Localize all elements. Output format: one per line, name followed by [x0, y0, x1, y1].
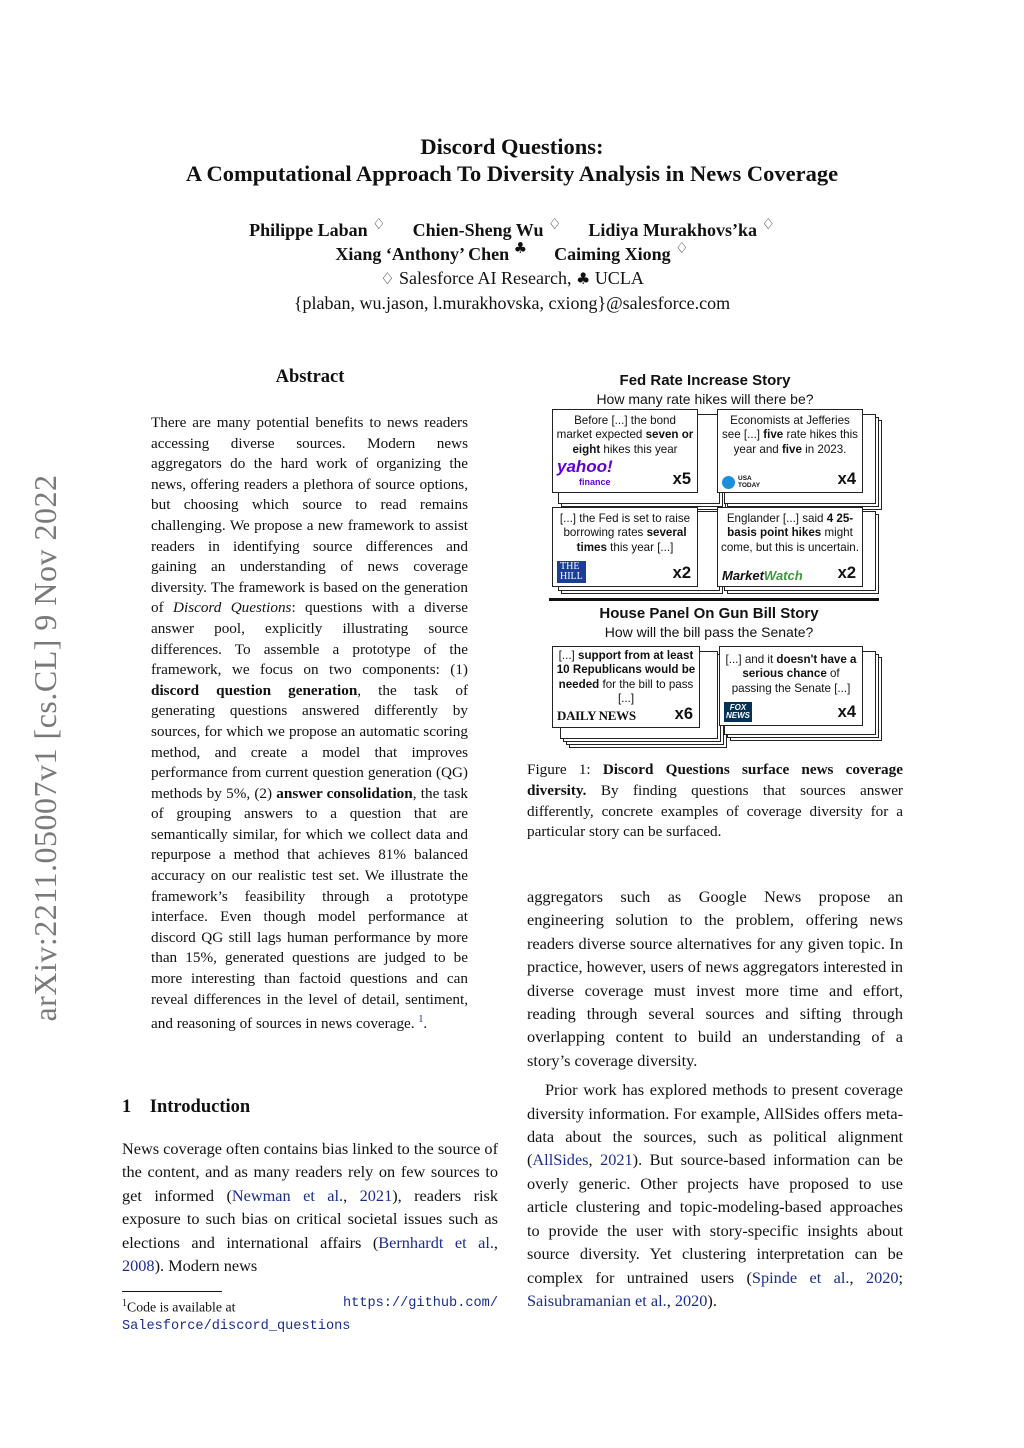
paper-title — [100, 133, 924, 187]
citation-link[interactable]: 2020 — [865, 1267, 899, 1287]
figure-1 — [527, 366, 903, 746]
affiliation-salesforce: Salesforce AI Research, — [399, 268, 572, 288]
paragraph: Prior work has explored methods to present coverage diversity information. For example, AllSides offers meta-data about the sources, such as political alignment (AllSides, 2021). But source-based information can be overly generic. Other projects have proposed to use article clustering and topic-modeling-based approaches to provide the user with story-specific insights about source diversity. Yet clustering interpretation can be complex for untrained users (Spinde et al., 2020; Saisubramanian et al., 2020). — [527, 1080, 904, 1310]
affiliations — [100, 266, 924, 291]
story-question: How many rate hikes will there be? — [596, 391, 814, 407]
code-url-link-cont[interactable]: Salesforce/discord_questions — [122, 1318, 351, 1334]
the-hill-logo: THE HILL — [557, 561, 586, 583]
quote-card[interactable]: Englander [...] said 4 25-basis point hikes might come, but this is uncertain. MarketWatch x2 — [717, 507, 863, 587]
section-heading-introduction: 1 Introduction — [122, 1097, 251, 1117]
diamond-icon: ♢ — [761, 215, 775, 233]
marketwatch-logo: MarketWatch — [722, 568, 803, 583]
term-answer-consolidation: answer consolidation — [276, 784, 413, 802]
citation-link[interactable]: 2021 — [359, 1185, 393, 1205]
arxiv-identifier: arXiv:2211.05007v1 [cs.CL] 9 Nov 2022 — [27, 474, 63, 1022]
source-count: x4 — [837, 470, 856, 488]
footnote-ref[interactable]: 1 — [418, 1014, 424, 1026]
author-name: Caiming Xiong — [554, 244, 671, 264]
right-column-text — [527, 885, 903, 1312]
paragraph: aggregators such as Google News propose an engineering solution to the problem, offering news readers diverse source alternatives for any given topic. In practice, however, users of news aggregators interested in diverse coverage must invest more time and effort, reading through several sources and sifting through overlapping content to build an understanding of a story’s coverage diversity. — [527, 887, 903, 1070]
author-name: Lidiya Murakhovs’ka — [588, 220, 757, 240]
footnote-rule — [122, 1291, 222, 1292]
citation-link[interactable]: 2021 — [600, 1150, 633, 1170]
diamond-icon: ♢ — [675, 239, 689, 257]
authors-line-2 — [100, 239, 924, 266]
author-block — [100, 215, 924, 315]
caption-title: Discord Questions surface news coverage diversity. — [527, 761, 903, 799]
story-divider — [549, 598, 879, 601]
source-count: x5 — [672, 470, 691, 488]
author-name: Chien-Sheng Wu — [412, 220, 544, 240]
citation-link[interactable]: Bernhardt et al. — [378, 1232, 494, 1252]
intro-paragraph: News coverage often contains bias linked to the source of the content, and as many readers rely on few sources to get informed (Newman et al., 2021), readers risk exposure to such bias on critical societal issues such as elections and international affairs (Bernhardt et al., 2008). Modern news — [122, 1139, 499, 1276]
diamond-icon: ♢ — [547, 215, 562, 233]
citation-link[interactable]: 2020 — [674, 1290, 708, 1310]
quote-card[interactable]: Before [...] the bond market expected seven or eight hikes this year yahoo! finance x5 — [552, 409, 698, 493]
usa-today-logo: USA TODAY — [722, 475, 760, 489]
source-count: x4 — [837, 703, 856, 721]
abstract-heading: Abstract — [275, 367, 345, 387]
footnote: $^1$Code is available at https://github.com/ Salesforce/discord_questions — [122, 1296, 498, 1334]
story-title: Fed Rate Increase Story — [619, 372, 791, 389]
daily-news-logo: DAILY NEWS — [557, 708, 636, 723]
citation-link[interactable]: Spinde et al. — [751, 1267, 850, 1287]
abstract-body: There are many potential benefits to news readers accessing diverse sources. Modern news aggregators do the hard work of organizing the news, offering readers a plethora of source options, but choosing which source to read remains challenging. We propose a new framework to assist readers in identifying source differences and gaining an understanding of news coverage diversity. The framework is based on the generation of Discord Questions: questions with a diverse answer pool, explicitly illustrating source differences. To assemble a prototype of the framework, we focus on two components: (1) discord question generation, the task of generating questions answered differently by sources, for which we propose an automatic scoring method, and create a model that improves performance from current question generation (QG) methods by 5%, (2) answer consolidation, the task of grouping answers to a question that are semantically similar, for which we collect data and repurpose a method that achieves 81% balanced accuracy on our realistic test set. We illustrate the framework’s feasibility through a prototype interface. Even though model performance at discord QG still lags human performance by more than 15%, generated questions are judged to be more interesting than factoid questions and can reveal differences in the level of detail, sentiment, and reasoning of sources in news coverage. $^1$. — [151, 414, 469, 1033]
fox-news-logo: FOX NEWS — [726, 703, 750, 720]
diamond-icon: ♢ — [372, 215, 386, 233]
term-discord-qg: discord question generation — [151, 681, 358, 699]
author-emails: {plaban, wu.jason, l.murakhovska, cxiong}@salesforce.com — [293, 293, 731, 313]
source-count: x2 — [672, 564, 691, 582]
citation-link[interactable]: Newman et al. — [231, 1185, 344, 1205]
quote-card[interactable]: [...] support from at least 10 Republicans would be needed for the bill to pass [...] DAILY NEWS x6 — [552, 646, 700, 728]
story-title: House Panel On Gun Bill Story — [599, 605, 819, 622]
diamond-icon: ♢ — [380, 269, 395, 288]
quote-card[interactable]: Economists at Jefferies see [...] five rate hikes this year and five in 2023. USA TODAY x4 — [717, 409, 863, 493]
title-line-2: A Computational Approach To Diversity Analysis in News Coverage — [185, 161, 839, 186]
author-name: Philippe Laban — [249, 220, 368, 240]
club-icon: ♣ — [513, 239, 528, 257]
term-discord-questions: Discord Questions — [173, 599, 292, 617]
yahoo-finance-logo: yahoo! finance — [557, 457, 613, 487]
figure-caption: Figure 1: Discord Questions surface news coverage diversity. By finding questions that sources answer differently, concrete examples of coverage diversity for a particular story can be surfaced. — [527, 761, 903, 841]
authors-line-1 — [100, 215, 924, 242]
source-count: x2 — [837, 564, 856, 582]
story-question: How will the bill pass the Senate? — [604, 624, 814, 640]
citation-link[interactable]: 2008 — [122, 1256, 155, 1276]
code-url-link[interactable]: https://github.com/ — [343, 1296, 498, 1311]
affiliation-ucla: UCLA — [594, 268, 644, 288]
club-icon: ♣ — [575, 269, 591, 288]
quote-card[interactable]: [...] the Fed is set to raise borrowing rates several times this year [...] THE HILL x2 — [552, 507, 698, 587]
author-name: Xiang ‘Anthony’ Chen — [335, 244, 510, 264]
quote-card[interactable]: [...] and it doesn't have a serious chance of passing the Senate [...] FOX NEWS x4 — [719, 646, 863, 726]
source-count: x6 — [674, 705, 693, 723]
citation-link[interactable]: Saisubramanian et al. — [527, 1290, 667, 1310]
citation-link[interactable]: AllSides — [532, 1150, 589, 1170]
title-line-1: Discord Questions: — [420, 134, 604, 159]
